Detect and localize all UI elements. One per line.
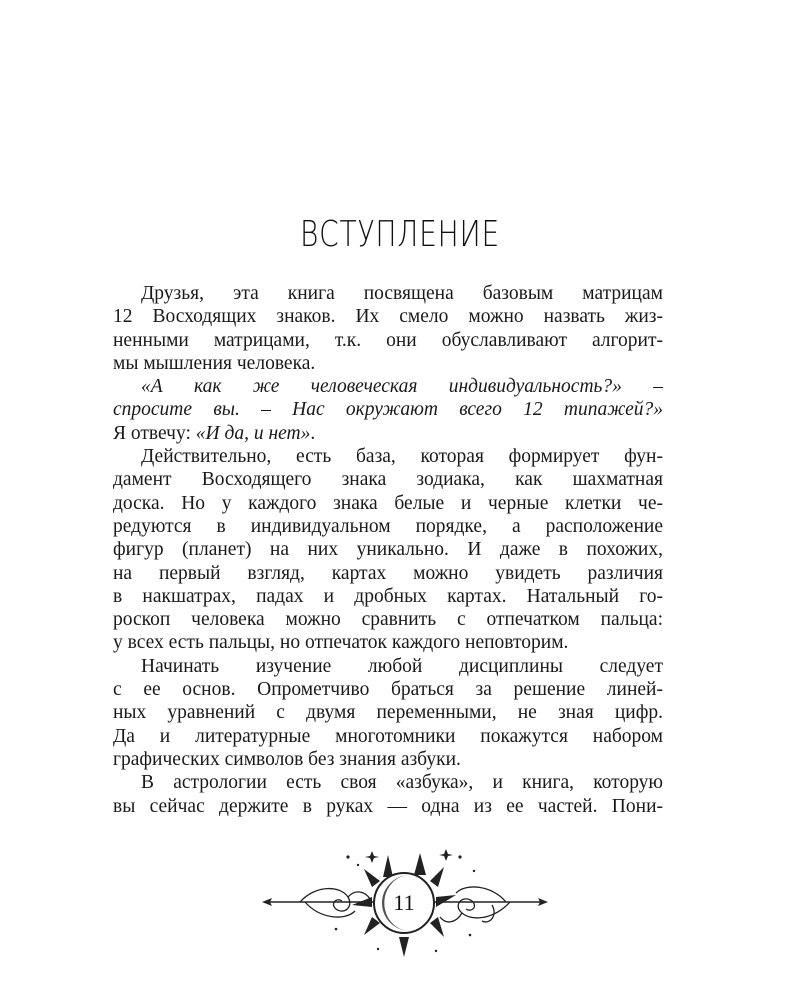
text-line: ных уравнений с двумя переменными, не зная цифр. [113,702,663,724]
text-line: 12 Восходящих знаков. Их смело можно назвать жиз- [113,306,663,328]
text-line: ненными матрицами, т.к. они обуславливают алгорит- [113,329,663,351]
text-line: с ее основ. Опрометчиво браться за решение линей- [113,679,663,701]
text-line: В астрологии есть своя «азбука», и книга, которую [141,772,663,794]
text-line: доска. Но у каждого знака белые и черные клетки че- [113,492,663,514]
page-number: 11 [393,890,415,915]
text-line: Действительно, есть база, которая формирует фун- [141,446,663,468]
text-line: дамент Восходящего знака зодиака, как шахматная [113,469,663,491]
sun-moon-ornament-icon [260,845,550,975]
text-line: редуются в индивидуальном порядке, а расположение [113,515,663,537]
text-line-italic: «А как же человеческая индивидуальность?» – [141,376,663,398]
text-line: мы мышления человека. [113,352,316,374]
text-line [113,422,663,445]
text-line: на первый взгляд, картах можно увидеть различия [113,562,663,584]
text-line: графических символов без знания азбуки. [113,748,461,770]
text-line: у всех есть пальцы, но отпечаток каждого неповторим. [113,632,569,654]
text-fragment: Я отвечу: [113,422,196,444]
text-line: Начинать изучение любой дисциплины следует [141,655,663,677]
text-line: вы сейчас держите в руках — одна из ее частей. Пони- [113,795,663,817]
text-line: Да и литературные многотомники покажутся набором [113,725,663,747]
text-line-italic: спросите вы. – Нас окружают всего 12 типажей?» [113,399,663,421]
body-text [113,282,663,818]
text-line: фигур (планет) на них уникально. И даже в похожих, [113,539,663,561]
text-line: роскоп человека можно сравнить с отпечатком пальца: [113,609,663,631]
text-line: в накшатрах, падах и дробных картах. Натальный го- [113,585,663,607]
text-fragment: . [310,422,316,444]
chapter-title: ВСТУПЛЕНИЕ [299,214,501,255]
text-line: Друзья, эта книга посвящена базовым матрицам [141,283,663,304]
text-fragment-italic: «И да, и нет» [195,422,311,444]
